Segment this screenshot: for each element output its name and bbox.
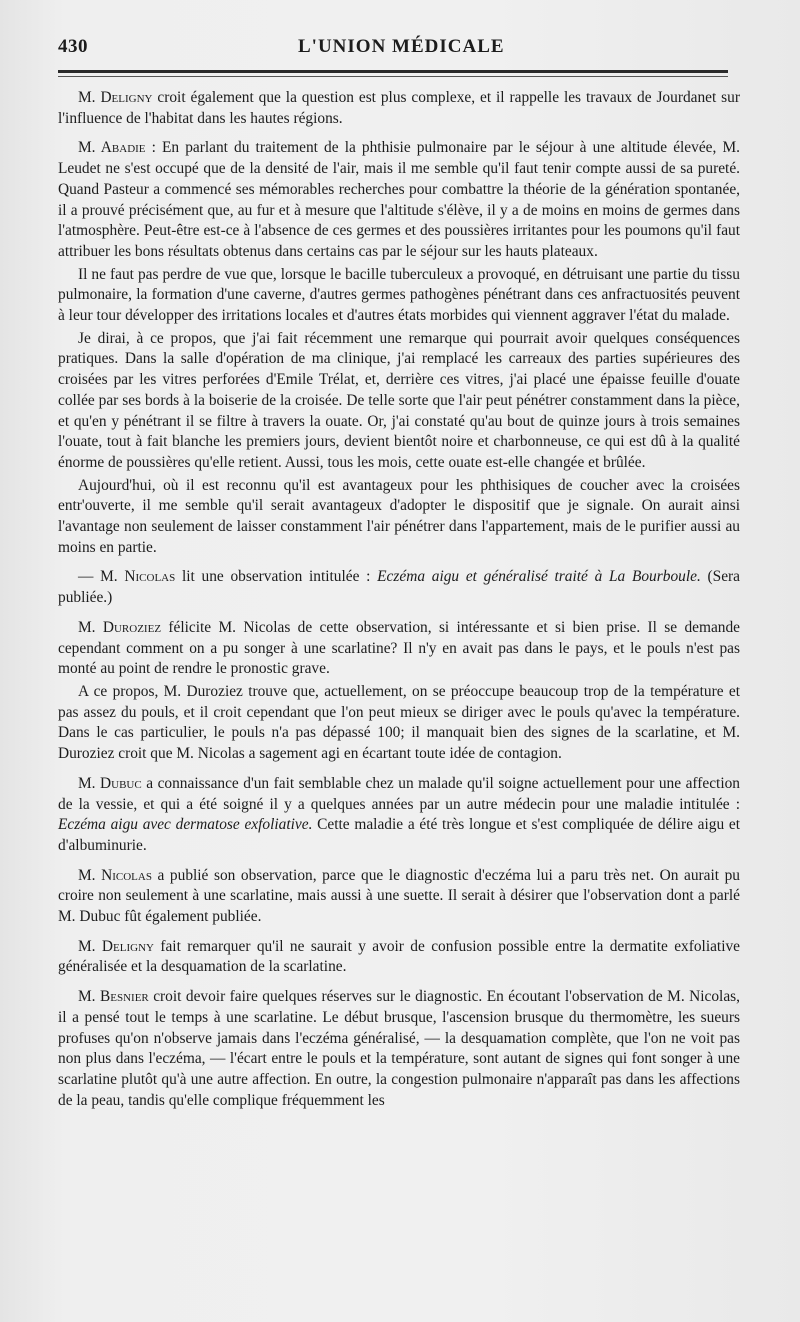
paragraph-nicolas-observation bbox=[58, 567, 740, 608]
paragraph-suffix: (Sera publiée.) bbox=[58, 568, 740, 607]
paragraph-suffix: Cette maladie a été très longue et s'est compliquée de délire aigu et d'albuminurie. bbox=[58, 816, 740, 854]
speaker-name: M. Dubuc bbox=[78, 774, 142, 792]
header-rule-thin bbox=[58, 76, 728, 77]
paragraph-text: Aujourd'hui, où il est reconnu qu'il est avantageux pour les phthisiques de coucher avec la croisées entr'ouverte, il me semble qu'il serait avantageux d'adopter le dispositif que je signale. On aurait ainsi l'avantage non seulement de laisser constamment l'air pénétrer dans l'appartement, mais de le purifier aussi au moins en partie. bbox=[58, 476, 740, 556]
paragraph-text: a connaissance d'un fait semblable chez un malade qu'il soigne actuellement pour une affection de la vessie, et qui a été soigné il y a quelques années par un autre médecin pour une maladie intitulée : bbox=[58, 774, 740, 813]
paragraph-text: a publié son observation, parce que le diagnostic d'eczéma lui a paru très net. On aurait pu croire non seulement à une scarlatine, mais aussi à une suette. Il serait à désirer que l'observation dont a parlé M. Dubuc fût également publiée. bbox=[58, 866, 740, 926]
journal-title: L'UNION MÉDICALE bbox=[298, 36, 505, 57]
paragraph-deligny-2 bbox=[58, 937, 740, 978]
paragraph-remarque bbox=[58, 329, 740, 474]
paragraph-besnier bbox=[58, 987, 740, 1111]
paragraph-text: Je dirai, à ce propos, que j'ai fait récemment une remarque qui pourrait avoir quelques conséquences pratiques. Dans la salle d'opération de ma clinique, j'ai remplacé les carreaux des parties supérieures des croisées par les vitres perforées d'Emile Trélat, et, derrière ces vitres, j'ai placé une épaisse feuille d'ouate collée par ses bords à la boiserie de la croisée. De telle sorte que l'air peut pénétrer constamment dans la pièce, et qu'en y pénétrant il se filtre à travers la ouate. Or, j'ai constaté qu'au bout de quinze jours à trois semaines l'ouate, tout à fait blanche les premiers jours, devient bientôt noire et charbonneuse, ce qui est dû à la qualité énorme de poussières qu'elle retient. Aussi, tous les mois, cette ouate est-elle changée et brûlée. bbox=[58, 329, 740, 471]
page-number: 430 bbox=[58, 36, 88, 57]
paragraph-text: lit une observation intitulée : bbox=[175, 568, 378, 586]
paragraph-dubuc bbox=[58, 774, 740, 857]
observation-title: Eczéma aigu avec dermatose exfoliative. bbox=[58, 816, 313, 834]
speaker-name: M. Deligny bbox=[78, 89, 153, 106]
speaker-name: M. Nicolas bbox=[100, 568, 176, 586]
paragraph-nicolas-2 bbox=[58, 866, 740, 928]
paragraph-bacille bbox=[58, 265, 740, 327]
paragraph-text: A ce propos, M. Duroziez trouve que, actuellement, on se préoccupe beaucoup trop de la température et pas assez du pouls, et il croit cependant que l'on peut mieux se diriger avec le pouls qu'avec la température. Dans le cas particulier, le pouls n'a pas dépassé 100; il manquait bien des signes de la scarlatine, et M. Duroziez croit que M. Nicolas a sagement agi en écartant toute idée de contagion. bbox=[58, 682, 740, 763]
paragraph-duroziez-1 bbox=[58, 618, 740, 680]
speaker-name: M. Besnier bbox=[78, 988, 149, 1006]
paragraph-text: fait remarquer qu'il ne saurait y avoir de confusion possible entre la dermatite exfoliative généralisée et la desquamation de la scarlatine. bbox=[58, 937, 740, 976]
paragraph-text: Il ne faut pas perdre de vue que, lorsque le bacille tuberculeux a provoqué, en détruisant une partie du tissu pulmonaire, la formation d'une caverne, d'autres germes pathogènes pénétrant dans ces anfractuosités peuvent à leur tour développer des irritations locales et d'autres états morbides qui viennent aggraver l'état du malade. bbox=[58, 265, 740, 325]
paragraph-duroziez-2 bbox=[58, 682, 740, 765]
page-header bbox=[58, 34, 728, 64]
paragraph-text: croit devoir faire quelques réserves sur le diagnostic. En écoutant l'observation de M. Nicolas, il a pensé tout le temps à une scarlatine. Le début brusque, l'ascension brusque du thermomètre, les sueurs profuses qu'on n'observe jamais dans l'eczéma généralisé, — la desquamation complète, que l'on ne voit pas non plus dans l'eczéma, — l'écart entre le pouls et la température, sont autant de signes qui font songer à une scarlatine plutôt qu'à une autre affection. En outre, la congestion pulmonaire n'apparaît pas dans les affections de la peau, tandis qu'elle complique fréquemment les bbox=[58, 988, 741, 1109]
article-body bbox=[58, 88, 740, 1113]
paragraph-deligny-1 bbox=[58, 88, 740, 129]
paragraph-text: félicite M. Nicolas de cette observation, si intéressante et si bien prise. Il se demande cependant comment on a pu songer à une scarlatine? Il n'y en avait pas dans le pays, et le pouls n'est pas monté au point de rendre le pronostic grave. bbox=[58, 618, 741, 678]
paragraph-text: croit également que la question est plus complexe, et il rappelle les travaux de Jourdanet sur l'influence de l'habitat dans les hautes régions. bbox=[58, 89, 740, 127]
speaker-name: M. Abadie bbox=[78, 139, 146, 157]
paragraph-aujourdhui bbox=[58, 476, 740, 559]
speaker-name: M. Duroziez bbox=[78, 618, 162, 636]
observation-title: Eczéma aigu et généralisé traité à La Bourboule. bbox=[377, 568, 701, 586]
paragraph-abadie bbox=[58, 138, 740, 262]
header-rule bbox=[58, 70, 728, 73]
paragraph-text: : En parlant du traitement de la phthisie pulmonaire par le séjour à une altitude élevée, M. Leudet ne s'est occupé que de la densité de l'air, mais il me semble qu'il faut tenir compte aussi de sa pureté. Quand Pasteur a commencé ses mémorables recherches pour combattre la théorie de la génération spontanée, il a prouvé précisément que, au fur et à mesure que l'altitude s'élève, il y a de moins en moins de germes dans l'atmosphère. Peut-être est-ce à l'absence de ces germes et des poussières irritantes pour les poumons qu'il faut attribuer les bons résultats obtenus dans certains cas par le séjour sur les hauts plateaux. bbox=[58, 139, 740, 260]
paragraph-prefix: — bbox=[78, 568, 101, 586]
speaker-name: M. Nicolas bbox=[78, 866, 152, 884]
speaker-name: M. Deligny bbox=[78, 937, 154, 955]
